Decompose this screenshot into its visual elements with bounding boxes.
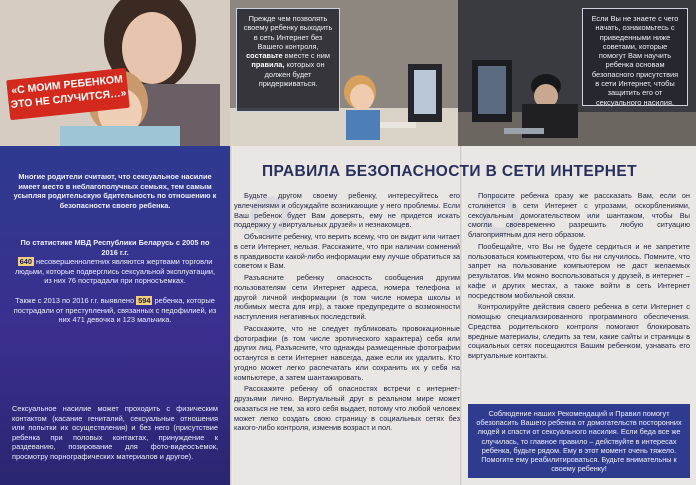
stats-2-text: ребенка, которые пострадали от преступлений, связанных с педофилией, из них 471 девочка и 123 мальчика. — [13, 296, 217, 325]
abuse-definition-text: Сексуальное насилие может проходить с физическим контактом (касание гениталий, сексуальные отношения или попытки их осуществления) и без него (присутствие ребенка при половых контактах, принуждение к раздеванию, позирование для фото-видеосъемок, просмотру порнографических материалов и другое). — [12, 404, 218, 461]
rule-paragraph: Будьте другом своему ребенку, интересуйтесь его увлечениями и обсуждайте возникающие у него проблемы. Если Ваш ребенок будет Вам доверять, ему не придется искать поддержку у «виртуальных друзей» и незнакомцев. — [234, 191, 460, 230]
rule-paragraph: Расскажите ребенку об опасностях встречи с интернет-друзьями лично. Виртуальный друг в реальном мире может оказаться не тем, за кого себя выдает, потому что любой человек может легко создать свою страницу в социальных сетях без какого-либо контроля, изменив возраст и пол. — [234, 384, 460, 433]
callout-emphasis-1: составьте — [246, 51, 283, 61]
callout-where-to-start — [582, 8, 688, 106]
rule-paragraph: Пообещайте, что Вы не будете сердиться и не запретите пользоваться компьютером, что бы ни случилось. Помните, что запрет на пользование компьютером не даст желаемых результатов. Им можно воспользоваться у друзей, в интернет – кафе и других местах, а также войти в сеть Интернет посредством мобильной связи. — [468, 241, 690, 300]
page-fold-right — [460, 146, 463, 485]
stats-block-1 — [12, 238, 218, 286]
stats-2-number: 594 — [138, 296, 151, 305]
stats-2-heading: Также с 2013 по 2016 г.г. выявлено — [15, 296, 135, 305]
rule-paragraph: Объясните ребенку, что верить всему, что он видит или читает в сети Интернет, нельзя. Расскажите, что при наличии сомнений в правдивости какой-либо информации ему лучше обратиться за советом к Вам. — [234, 232, 461, 271]
stats-1-text: несовершеннолетних являются жертвами торговли людьми, которые подверглись сексуальной эксплуатации, из них 76 пострадали при порносъемках. — [14, 257, 216, 286]
rules-column-right — [468, 191, 690, 363]
callout-text-1: Прежде чем позволять своему ребенку выходить в сеть Интернет без Вашего контроля, — [243, 14, 333, 51]
callout-text-3: которых он должен будет придерживаться. — [258, 60, 325, 89]
rules-column-middle — [234, 191, 460, 435]
rule-paragraph: Контролируйте действия своего ребенка в сети Интернет с помощью специализированного программного обеспечения. Средства родительского контроля помогают блокировать вредные материалы, следить за тем, какие сайты и страницы в социальных сетях посещаются Вашим ребенком, узнавать его виртуальные контакты. — [468, 302, 690, 360]
callout-create-rules — [236, 8, 340, 112]
callout-emphasis-2: правила, — [251, 60, 285, 70]
page-fold-left — [230, 146, 233, 485]
page-title: ПРАВИЛА БЕЗОПАСНОСТИ В СЕТИ ИНТЕРНЕТ — [262, 163, 638, 180]
rule-paragraph: Расскажите, что не следует публиковать провокационные фотографии (в том числе эротического характера) себя или других лиц. Разъясните, что однажды размещенные фотографии останутся в сети Интернет навсегда, даже если их удалить. Кто угодно может легко распечатать или сохранить их у себя на компьютере, а затем шантажировать. — [234, 323, 460, 382]
stats-1-heading: По статистике МВД Республики Беларусь с 2005 по 2016 г.г. — [20, 238, 210, 257]
intro-text: Многие родители считают, что сексуальное насилие имеет место в неблагополучных семьях, тем самым усыпляя родительскую бдительность по отношению к безопасности своего ребенка. — [13, 172, 217, 210]
callout-text-2: вместе с ним — [284, 51, 330, 61]
conclusion-panel: Соблюдение наших Рекомендаций и Правил помогут обезопасить Вашего ребенка от домогательств посторонних людей и спасти от сексуального насилия. Если беда все же случилась, то главное правило – действуйте в интересах ребенка, будьте рядом. Ему в этот момент очень тяжело. Помогите ему реабилитироваться. Будьте внимательны к своему ребенку! — [468, 404, 690, 478]
rule-paragraph: Разъясните ребенку опасность сообщения другим пользователям сети Интернет адреса, номера телефона и другой личной информации (в том числе номера школы и любимых места для игр), а также предупредите о возможности наступления негативных последствий. — [234, 273, 460, 321]
rule-paragraph: Попросите ребенка сразу же рассказать Вам, если он столкнется в сети Интернет с угрозами, оскорблениями, сексуальным домогательством или шантажом, чтобы Вы смогли своевременно разрешить любую ситуацию благоприятным для него образом. — [468, 191, 690, 239]
statistics-panel — [0, 146, 230, 485]
stats-block-2 — [12, 296, 218, 325]
quote-banner: «С МОИМ РЕБЕНКОМ ЭТО НЕ СЛУЧИТСЯ…» — [6, 68, 130, 120]
stats-1-number: 640 — [19, 257, 32, 267]
callout-right-text: Если Вы не знаете с чего начать, ознакомьтесь с приведенными ниже советами, которые помогут Вам научить ребенка основам безопасного присутствия в сети Интернет, чтобы защитить его от сексуального насилия. — [591, 14, 679, 107]
